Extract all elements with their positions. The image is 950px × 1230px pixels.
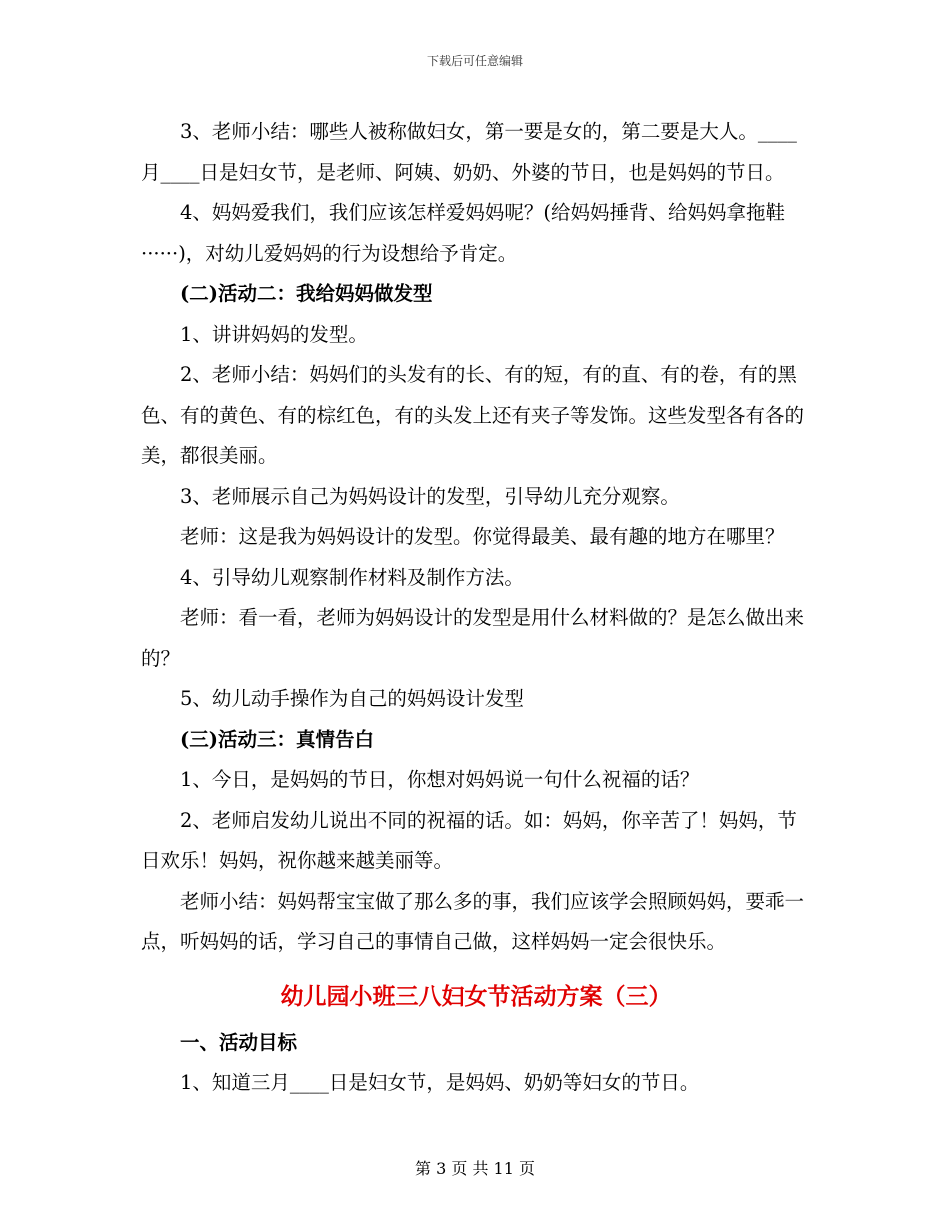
- paragraph: 1、今日，是妈妈的节日，你想对妈妈说一句什么祝福的话？: [180, 768, 700, 791]
- section-heading: 一、活动目标: [180, 1030, 298, 1054]
- paragraph: 4、引导幼儿观察制作材料及制作方法。: [180, 565, 524, 589]
- page-number: 第 3 页 共 11 页: [415, 1159, 535, 1178]
- document-title: 幼儿园小班三八妇女节活动方案（三）: [280, 982, 672, 1010]
- section-heading: (三)活动三：真情告白: [180, 727, 374, 751]
- paragraph: 2、老师小结：妈妈们的头发有的长、有的短，有的直、有的卷，有的黑色、有的黄色、有的棕红色，有的头发上还有夹子等发饰。这些发型各有各的美，都很美丽。: [141, 363, 805, 467]
- paragraph: 3、老师小结：哪些人被称做妇女，第一要是女的，第二要是大人。____月____日是妇女节，是老师、阿姨、奶奶、外婆的节日，也是妈妈的节日。: [141, 120, 797, 184]
- paragraph: 老师小结：妈妈帮宝宝做了那么多的事，我们应该学会照顾妈妈，要乖一点，听妈妈的话，学习自己的事情自己做，这样妈妈一定会很快乐。: [141, 889, 805, 953]
- paragraph: 2、老师启发幼儿说出不同的祝福的话。如：妈妈，你辛苦了！妈妈，节日欢乐！妈妈，祝你越来越美丽等。: [141, 808, 797, 872]
- section-heading: (二)活动二：我给妈妈做发型: [180, 282, 433, 305]
- paragraph: 4、妈妈爱我们，我们应该怎样爱妈妈呢？(给妈妈捶背、给妈妈拿拖鞋······)，对幼儿爱妈妈的行为设想给予肯定。: [141, 201, 786, 265]
- page-header: 下载后可任意编辑: [426, 54, 523, 68]
- paragraph: 老师：这是我为妈妈设计的发型。你觉得最美、最有趣的地方在哪里？: [180, 525, 785, 548]
- document-body: [141, 112, 811, 1104]
- paragraph: 1、知道三月____日是妇女节，是妈妈、奶奶等妇女的节日。: [180, 1071, 700, 1094]
- paragraph: 1、讲讲妈妈的发型。: [180, 322, 368, 346]
- paragraph: 老师：看一看，老师为妈妈设计的发型是用什么材料做的？是怎么做出来的？: [141, 606, 805, 670]
- paragraph: 5、幼儿动手操作为自己的妈妈设计发型: [180, 687, 524, 710]
- paragraph: 3、老师展示自己为妈妈设计的发型，引导幼儿充分观察。: [180, 484, 680, 508]
